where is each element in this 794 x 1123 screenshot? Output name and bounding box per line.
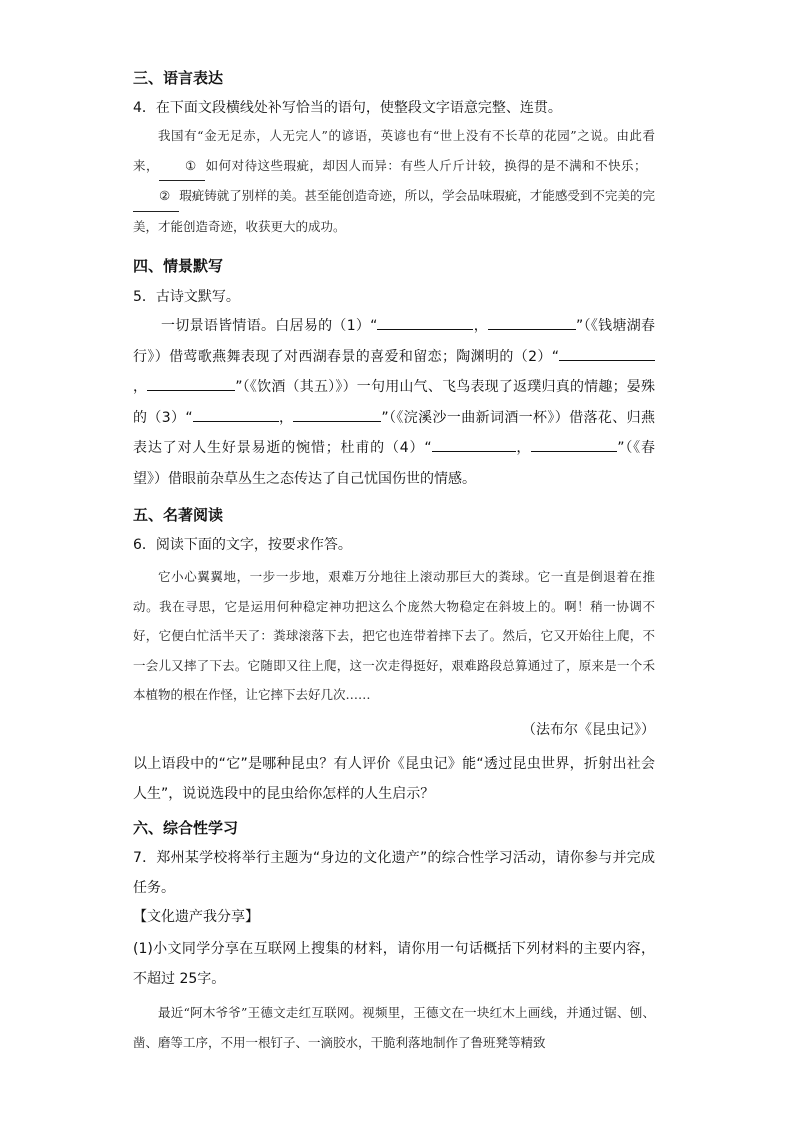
answer-blank xyxy=(193,407,279,422)
question-5-prompt: 5．古诗文默写。 xyxy=(133,289,240,305)
poem-text: ， xyxy=(515,440,532,456)
question-5-text xyxy=(133,311,655,494)
section-heading-4: 四、情景默写 xyxy=(133,257,224,275)
sub-heading: 【文化遗产我分享】 xyxy=(133,909,259,925)
section-heading-6: 六、综合性学习 xyxy=(133,819,239,837)
section-heading-5: 五、名著阅读 xyxy=(133,506,224,524)
question-6-question: 以上语段中的“它”是哪种昆虫？有人评价《昆虫记》能“透过昆虫世界，折射出社会人生”，说说选段中的昆虫给你怎样的人生启示？ xyxy=(133,756,655,802)
question-7-passage: 最近“阿木爷爷”王德文走红互联网。视频里，王德文在一块红木上画线，并通过锯、刨、凿、磨等工序，不用一根钉子、一滴胶水，干脆利落地制作了鲁班凳等精致 xyxy=(133,1005,655,1050)
answer-blank xyxy=(531,437,617,452)
poem-text: ”（《钱塘湖春行》）借莺歌燕舞表现了对西湖春景的喜爱和留恋；陶渊明的（2）“ xyxy=(133,318,655,365)
passage-text: 如何对待这些瑕疵，却因人而异：有些人斤斤计较，换得的是不满和不快乐； xyxy=(205,157,647,173)
question-6-passage: 它小心翼翼地，一步一步地，艰难万分地往上滚动那巨大的粪球。它一直是倒退着在推动。我在寻思，它是运用何种稳定神功把这么个庞然大物稳定在斜坡上的。啊！稍一协调不好，它便白忙活半天了：粪球滚落下去，把它也连带着摔下去了。然后，它又开始往上爬，不一会儿又摔了下去。它随即又往上爬，这一次走得挺好，艰难路段总算通过了，原来是一个禾本植物的根在作怪，让它摔下去好几次…… xyxy=(133,569,655,702)
answer-blank xyxy=(293,407,381,422)
poem-text: ， xyxy=(278,409,294,426)
question-7-prompt: 7．郑州某学校将举行主题为“身边的文化遗产”的综合性学习活动，请你参与并完成任务。 xyxy=(133,850,655,896)
passage-source: （法布尔《昆虫记》） xyxy=(522,722,655,738)
answer-blank xyxy=(559,346,655,361)
question-6-prompt: 6．阅读下面的文字，按要求作答。 xyxy=(133,537,352,553)
blank-marker-1: ① xyxy=(159,151,205,182)
question-4-passage xyxy=(133,121,655,241)
poem-text: ”（《春望》）借眼前杂草丛生之态传达了自己忧国伤世的情感。 xyxy=(133,440,655,487)
blank-marker-2: ② xyxy=(133,181,179,212)
poem-text: 一切景语皆情语。白居易的（1）“ xyxy=(161,318,378,334)
task-1-prompt: (1)小文同学分享在互联网上搜集的材料，请你用一句话概括下列材料的主要内容，不超过 25字。 xyxy=(133,941,655,987)
poem-text: ， xyxy=(133,379,148,395)
answer-blank xyxy=(147,376,235,391)
answer-blank xyxy=(432,437,516,452)
section-heading-3: 三、语言表达 xyxy=(133,69,224,87)
poem-text: ”（《饮酒（其五）》）一句用山气、飞鸟表现了返璞归真的情趣；晏殊的（3）“ xyxy=(133,379,655,426)
passage-text: 瑕疵铸就了别样的美。甚至能创造奇迹，所以，学会品味瑕疵，才能感受到不完美的完美，才能创造奇迹，收获更大的成功。 xyxy=(133,188,655,234)
poem-text: ， xyxy=(473,318,489,334)
passage-text: 我国有“金无足赤，人无完人”的谚语，英谚也有“世上没有不长草的花园”之说。由此看来， xyxy=(133,128,655,173)
poem-text: ”（《浣溪沙一曲新词酒一杯》）借落花、归燕表达了对人生好景易逝的惋惜；杜甫的（4）“ xyxy=(133,409,655,456)
question-4-prompt: 4．在下面文段横线处补写恰当的语句，使整段文字语意完整、连贯。 xyxy=(133,100,562,116)
answer-blank xyxy=(488,315,576,330)
answer-blank xyxy=(377,315,473,330)
